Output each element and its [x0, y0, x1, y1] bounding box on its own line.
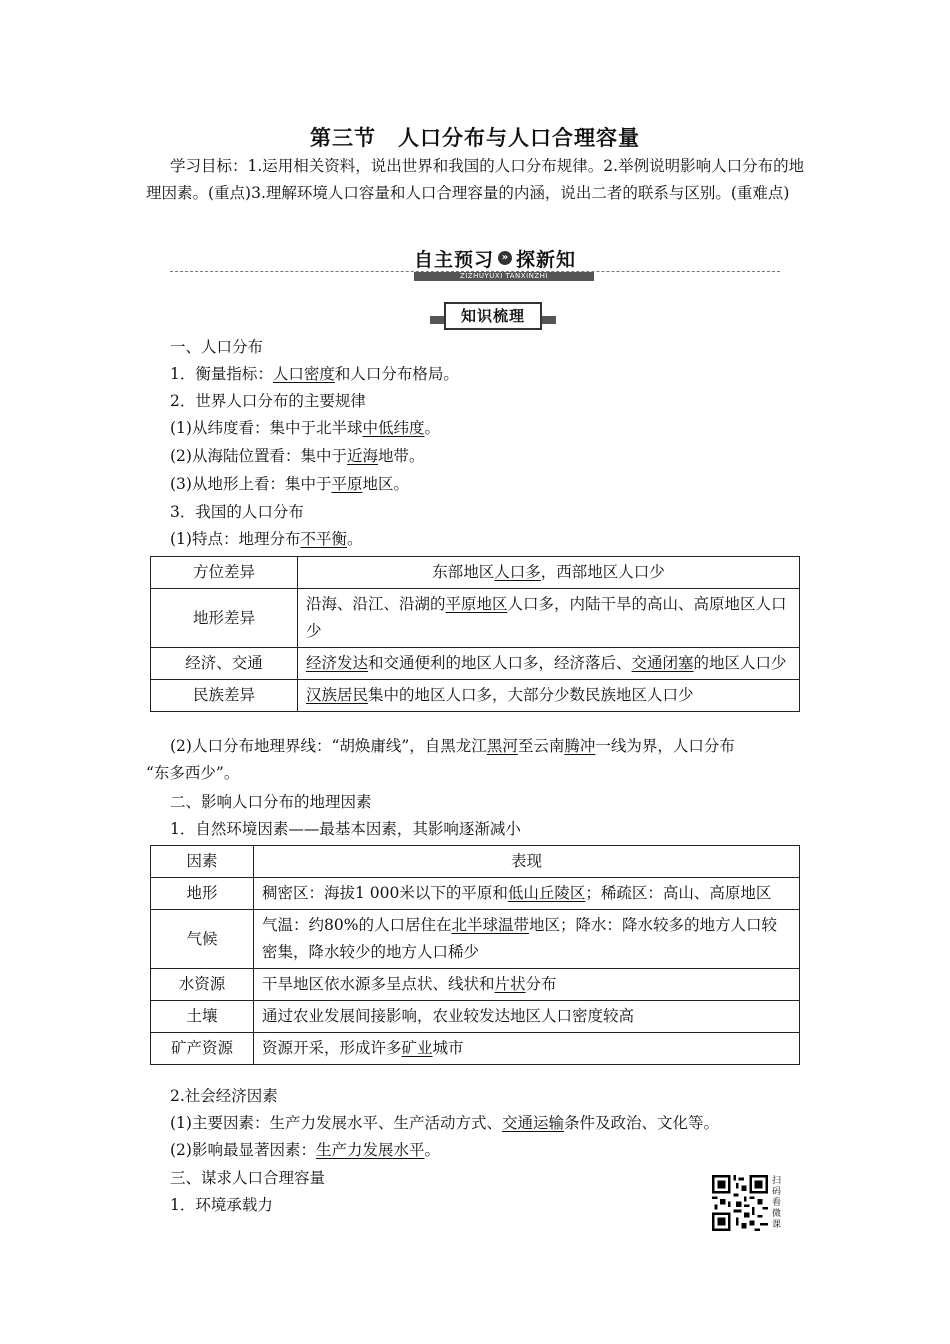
s1-item2a: (1)从纬度看：集中于北半球中低纬度。: [170, 419, 440, 437]
qr-code-icon[interactable]: [712, 1175, 768, 1231]
table-cell: 民族差异: [151, 680, 298, 712]
answer-blank: 黑河: [486, 737, 518, 755]
table-cell: 汉族居民集中的地区人口多，大部分少数民族地区人口少: [298, 680, 800, 712]
knowledge-tag: [430, 302, 556, 328]
answer-blank: 生产力发展水平: [315, 1141, 425, 1159]
table-cell: 土壤: [151, 1001, 254, 1033]
s2-item2b: (2)影响最显著因素：生产力发展水平。: [170, 1141, 440, 1159]
s2-item2a: (1)主要因素：生产力发展水平、生产活动方式、交通运输条件及政治、文化等。: [170, 1114, 719, 1132]
page-title: [0, 122, 950, 152]
table-header: 表现: [254, 846, 800, 878]
table-row: [151, 969, 800, 1001]
s1-item2c: (3)从地形上看：集中于平原地区。: [170, 475, 409, 493]
table-cell: 经济发达和交通便利的地区人口多，经济落后、交通闭塞的地区人口少: [298, 648, 800, 680]
table-row: [151, 878, 800, 910]
banner-part1: 自主预习: [414, 248, 495, 271]
s2-item2: 2.社会经济因素: [170, 1087, 278, 1105]
answer-blank: 平原: [331, 475, 363, 493]
section-number: 第三节: [310, 126, 376, 150]
hu-line-text-cont: “东多西少”。: [146, 764, 240, 782]
table-row: [151, 589, 800, 648]
s1-item2b: (2)从海陆位置看：集中于近海地带。: [170, 447, 425, 465]
answer-blank: 人口密度: [272, 365, 335, 383]
table-cell: 通过农业发展间接影响，农业较发达地区人口密度较高: [254, 1001, 800, 1033]
natural-factors-table: [150, 845, 800, 1065]
section-name: 人口分布与人口合理容量: [398, 126, 640, 150]
table-row: [151, 910, 800, 969]
s2-item1: 1．自然环境因素——最基本因素，其影响逐渐减小: [170, 820, 521, 838]
table-cell: 地形差异: [151, 589, 298, 648]
s1-item1: 1．衡量指标：人口密度和人口分布格局。: [170, 365, 459, 383]
banner-part2: 探新知: [516, 248, 577, 271]
table-cell: 稠密区：海拔1 000米以下的平原和低山丘陵区；稀疏区：高山、高原地区: [254, 878, 800, 910]
table-cell: 气候: [151, 910, 254, 969]
table-header: 因素: [151, 846, 254, 878]
objectives-label: 学习目标：: [170, 157, 248, 175]
table-row: [151, 557, 800, 589]
s1-heading: 一、人口分布: [170, 338, 264, 356]
learning-objectives: [146, 153, 806, 207]
answer-blank: 不平衡: [300, 530, 347, 548]
table-cell: 东部地区人口多，西部地区人口少: [298, 557, 800, 589]
table-row: [151, 1033, 800, 1065]
answer-blank: 近海: [346, 447, 378, 465]
table-cell: 水资源: [151, 969, 254, 1001]
knowledge-tag-label: 知识梳理: [444, 302, 542, 330]
s2-heading: 二、影响人口分布的地理因素: [170, 793, 372, 811]
answer-blank: 腾冲: [564, 737, 596, 755]
table-cell: 经济、交通: [151, 648, 298, 680]
hu-line-text: (2)人口分布地理界线：“胡焕庸线”，自黑龙江黑河至云南腾冲一线为界，人口分布: [170, 737, 735, 755]
banner-pinyin: ZIZHUYUXI TANXINZHI: [414, 272, 594, 281]
table-cell: 地形: [151, 878, 254, 910]
table-cell: 方位差异: [151, 557, 298, 589]
s3-heading: 三、谋求人口合理容量: [170, 1169, 326, 1187]
table-row: [151, 648, 800, 680]
china-distribution-table: [150, 556, 800, 712]
table-cell: 沿海、沿江、沿湖的平原地区人口多，内陆干旱的高山、高原地区人口少: [298, 589, 800, 648]
s1-item2: 2．世界人口分布的主要规律: [170, 392, 366, 410]
qr-label: 扫码看微课: [772, 1176, 782, 1230]
table-cell: 干旱地区依水源多呈点状、线状和片状分布: [254, 969, 800, 1001]
table-row: [151, 680, 800, 712]
answer-blank: 交通运输: [501, 1114, 564, 1132]
table-cell: 资源开采，形成许多矿业城市: [254, 1033, 800, 1065]
table-row: [151, 846, 800, 878]
s1-item3a: (1)特点：地理分布不平衡。: [170, 530, 363, 548]
table-cell: 气温：约80%的人口居住在北半球温带地区；降水：降水较多的地方人口较密集，降水较少的地方人口稀少: [254, 910, 800, 969]
s1-item3: 3．我国的人口分布: [170, 503, 304, 521]
arrow-icon: »: [498, 251, 512, 265]
table-row: [151, 1001, 800, 1033]
section-banner: [170, 244, 780, 284]
s3-item1: 1．环境承载力: [170, 1196, 273, 1214]
objectives-text: 1.运用相关资料，说出世界和我国的人口分布规律。2.举例说明影响人口分布的地理因素。(重点)3.理解环境人口容量和人口合理容量的内涵，说出二者的联系与区别。(重难点): [146, 157, 805, 202]
table-cell: 矿产资源: [151, 1033, 254, 1065]
answer-blank: 中低纬度: [362, 419, 425, 437]
